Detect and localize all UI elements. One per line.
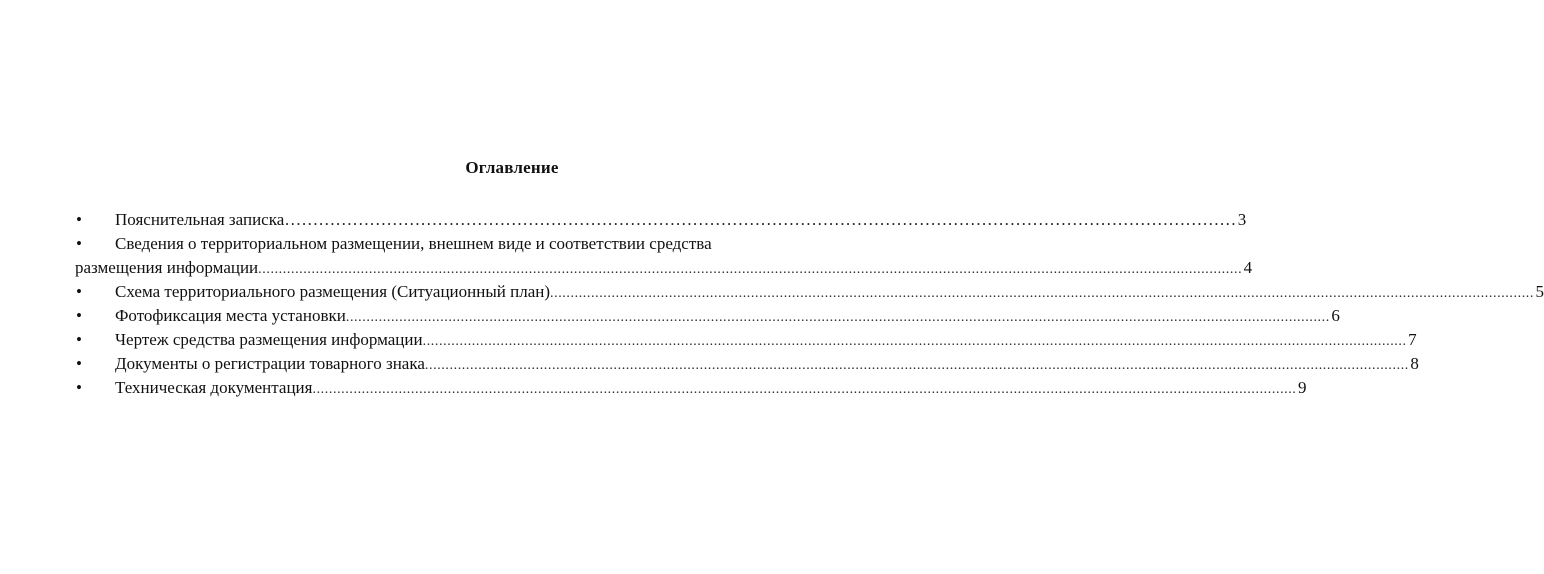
toc-entry-label: Чертеж средства размещения информации [115,330,423,349]
bullet: • [76,330,82,349]
toc-entry-label: Документы о регистрации товарного знака [115,354,425,373]
bullet: • [76,282,82,301]
toc-entry-drawing [75,328,1417,352]
toc-entry-label: Техническая документация [115,378,313,397]
toc-entry-situation-plan [75,280,1544,304]
toc-entry-technical-docs [75,376,1307,400]
toc-entry-label: Схема территориального размещения (Ситуационный план) [115,282,550,301]
toc-entry-placement-info [75,232,1253,280]
toc-page-number: 4 [1243,258,1253,277]
toc-page-number: 3 [1237,210,1247,229]
bullet: • [76,378,82,397]
toc-page-number: 5 [1535,282,1544,301]
bullet: • [76,210,82,229]
toc-entry-trademark-docs [75,352,1419,376]
toc-entry-label: Пояснительная записка [115,210,285,229]
dot-leader: ................................................................................................................................................................................................................................................ [424,358,1409,373]
dot-leader: …………………………………………………………………………………………………………………………………………………… [284,210,1237,229]
toc-entry-label-continued: размещения информации [75,258,259,277]
toc-entry-label: Фотофиксация места установки [115,306,346,325]
table-of-contents [75,208,1544,400]
toc-entry-explanatory-note [75,208,1247,232]
toc-page-number: 8 [1410,354,1419,373]
toc-entry-photo-fixation [75,304,1340,328]
dot-leader: ................................................................................................................................................................................................................................................ [312,382,1297,397]
bullet: • [76,306,82,325]
dot-leader: ................................................................................................................................................................................................................................................ [422,334,1407,349]
toc-entry-label: Сведения о территориальном размещении, внешнем виде и соответствии средства [115,234,712,253]
dot-leader: ................................................................................................................................................................................................................................................ [550,286,1534,301]
toc-page-number: 7 [1408,330,1417,349]
toc-page-number: 6 [1331,306,1340,325]
toc-title: Оглавление [465,158,559,177]
bullet: • [76,354,82,373]
bullet: • [76,234,82,253]
dot-leader: ................................................................................................................................................................................................................................................ [258,262,1243,277]
toc-page-number: 9 [1297,378,1307,397]
dot-leader: ................................................................................................................................................................................................................................................ [345,310,1330,325]
